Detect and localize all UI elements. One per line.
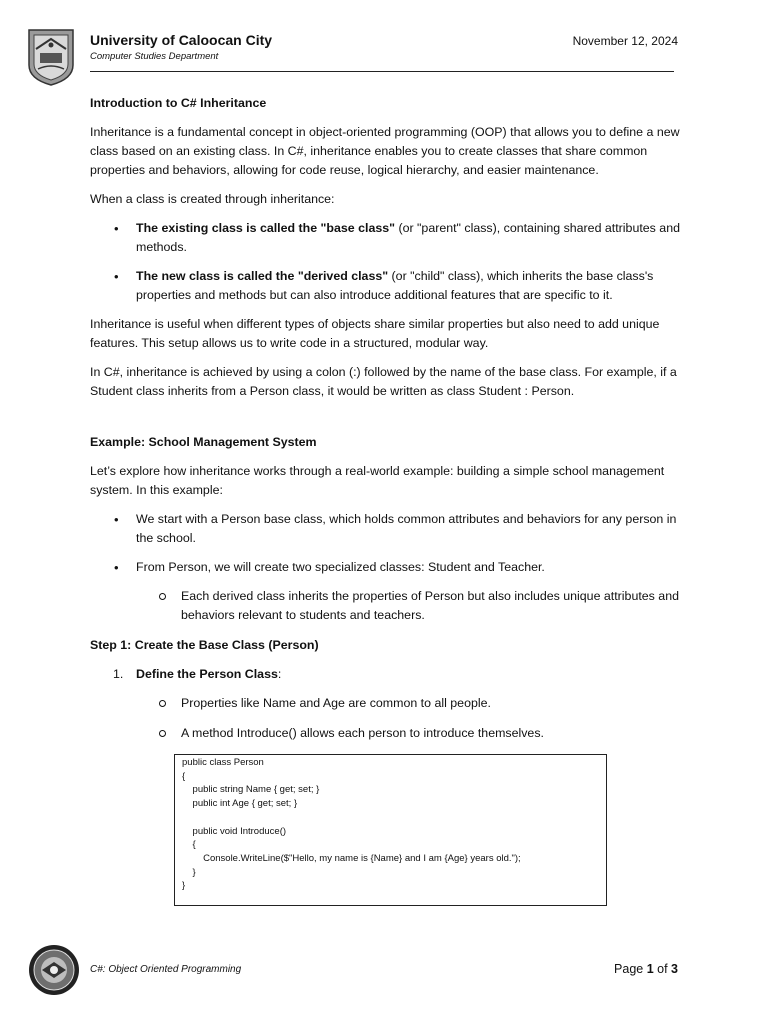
university-name: University of Caloocan City [90,32,273,48]
header-divider [90,71,674,72]
department-name: Computer Studies Department [90,51,219,62]
base-class-term: The existing class is called the "base class" [136,221,395,235]
page-total: 3 [671,962,678,976]
list-item [90,219,680,257]
list-item: Properties like Name and Age are common to all people. [90,694,680,713]
list-item: • We start with a Person base class, which holds common attributes and behaviors for any person in the school. [90,510,680,548]
derived-class-description: (or "child" class), which inherits the base class's properties and methods but can also introduce additional features that are specific to it. [136,269,654,302]
list-item: Each derived class inherits the properties of Person but also includes unique attributes and behaviors relevant to students and teachers. [90,587,680,625]
section-spacer [90,411,680,433]
step-sublist [90,694,680,743]
list-item [90,665,680,684]
document-date: November 12, 2024 [572,34,678,48]
inheritance-lead-paragraph: When a class is created through inheritance: [90,192,335,206]
page-of: of [653,962,672,976]
college-seal-logo [28,944,80,996]
step-item-colon: : [277,667,282,681]
course-name: C#: Object Oriented Programming [90,964,242,975]
list-item: A method Introduce() allows each person to introduce themselves. [90,724,680,743]
step-item-title: Define the Person Class [136,667,278,681]
step-number: 1. [113,667,124,681]
university-seal-logo [26,27,76,87]
base-class-description: (or "parent" class), containing shared attributes and methods. [136,221,680,254]
section-heading-intro: Introduction to C# Inheritance [90,96,267,110]
class-definition-list [90,219,680,305]
example-list [90,510,680,577]
page-current: 1 [646,962,654,976]
document-body [90,94,680,906]
usefulness-paragraph: Inheritance is useful when different types of objects share similar properties but also need to add unique features. This setup allows us to write code in a structured, modular way. [90,317,660,350]
page-number [614,962,678,976]
page-label: Page [614,962,647,976]
derived-class-term: The new class is called the "derived class" [136,269,389,283]
example-sublist [90,587,680,625]
code-block: public class Person { public string Name { get; set; } public int Age { get; set; } public void Introduce() { Console.WriteLine($"Hello, my name is {Name} and I am {Age} years old."); } } [174,754,607,906]
step-heading: Step 1: Create the Base Class (Person) [90,638,319,652]
intro-paragraph: Inheritance is a fundamental concept in object-oriented programming (OOP) that allows you to define a new class based on an existing class. In C#, inheritance enables you to create classes that share common properties and behaviors, allowing for code reuse, logical hierarchy, and easier maintenance. [90,125,680,177]
list-item [90,267,680,305]
section-heading-example: Example: School Management System [90,435,317,449]
step-list [90,665,680,684]
syntax-paragraph: In C#, inheritance is achieved by using a colon (:) followed by the name of the base class. For example, if a Student class inherits from a Person class, it would be written as class Student : Person. [90,365,677,398]
example-intro-paragraph: Let’s explore how inheritance works through a real-world example: building a simple school management system. In this example: [90,464,665,497]
list-item: • From Person, we will create two specialized classes: Student and Teacher. [90,558,680,577]
